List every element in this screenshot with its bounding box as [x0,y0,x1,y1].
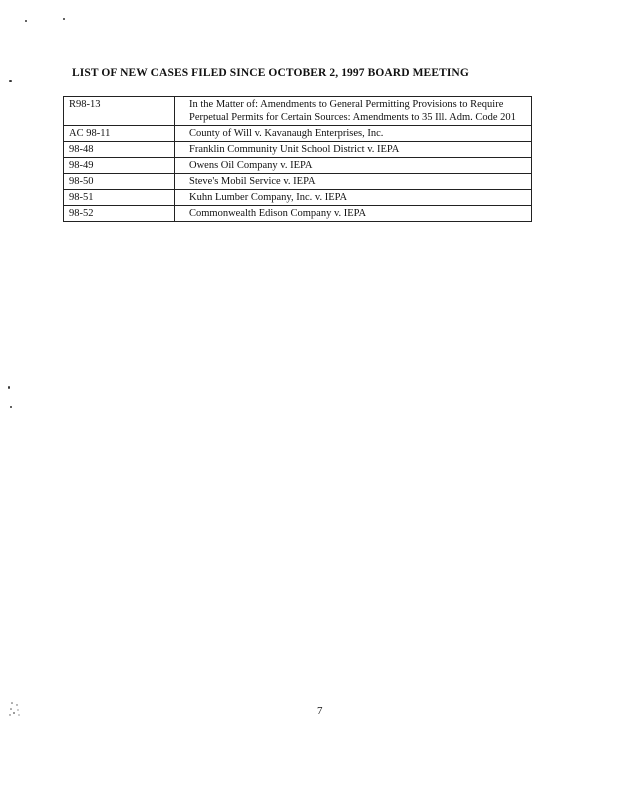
scan-speck [25,20,27,22]
table-row [64,158,532,174]
scan-speck [8,386,10,389]
case-caption: Owens Oil Company v. IEPA [175,158,532,174]
docket-number: 98-51 [64,190,175,206]
case-caption: Commonwealth Edison Company v. IEPA [175,206,532,222]
case-caption: Franklin Community Unit School District v. IEPA [175,142,532,158]
table-row [64,190,532,206]
document-title: LIST OF NEW CASES FILED SINCE OCTOBER 2, 1997 BOARD MEETING [72,67,469,79]
docket-number: 98-52 [64,206,175,222]
scan-speck [9,80,12,82]
case-caption: In the Matter of: Amendments to General Permitting Provisions to Require Perpetual Permits for Certain Sources: Amendments to 35 Ill. Adm. Code 201 [175,97,532,126]
scan-speck [63,18,65,20]
case-caption: Steve's Mobil Service v. IEPA [175,174,532,190]
cases-table [63,96,532,222]
table-row [64,206,532,222]
table-row [64,174,532,190]
scan-smudge [8,700,22,718]
table-row [64,97,532,126]
scan-speck [10,406,12,408]
case-caption: County of Will v. Kavanaugh Enterprises, Inc. [175,126,532,142]
table-row [64,142,532,158]
docket-number: 98-50 [64,174,175,190]
case-caption: Kuhn Lumber Company, Inc. v. IEPA [175,190,532,206]
docket-number: 98-49 [64,158,175,174]
table-row [64,126,532,142]
docket-number: AC 98-11 [64,126,175,142]
page-number: 7 [317,705,323,717]
docket-number: 98-48 [64,142,175,158]
docket-number: R98-13 [64,97,175,126]
